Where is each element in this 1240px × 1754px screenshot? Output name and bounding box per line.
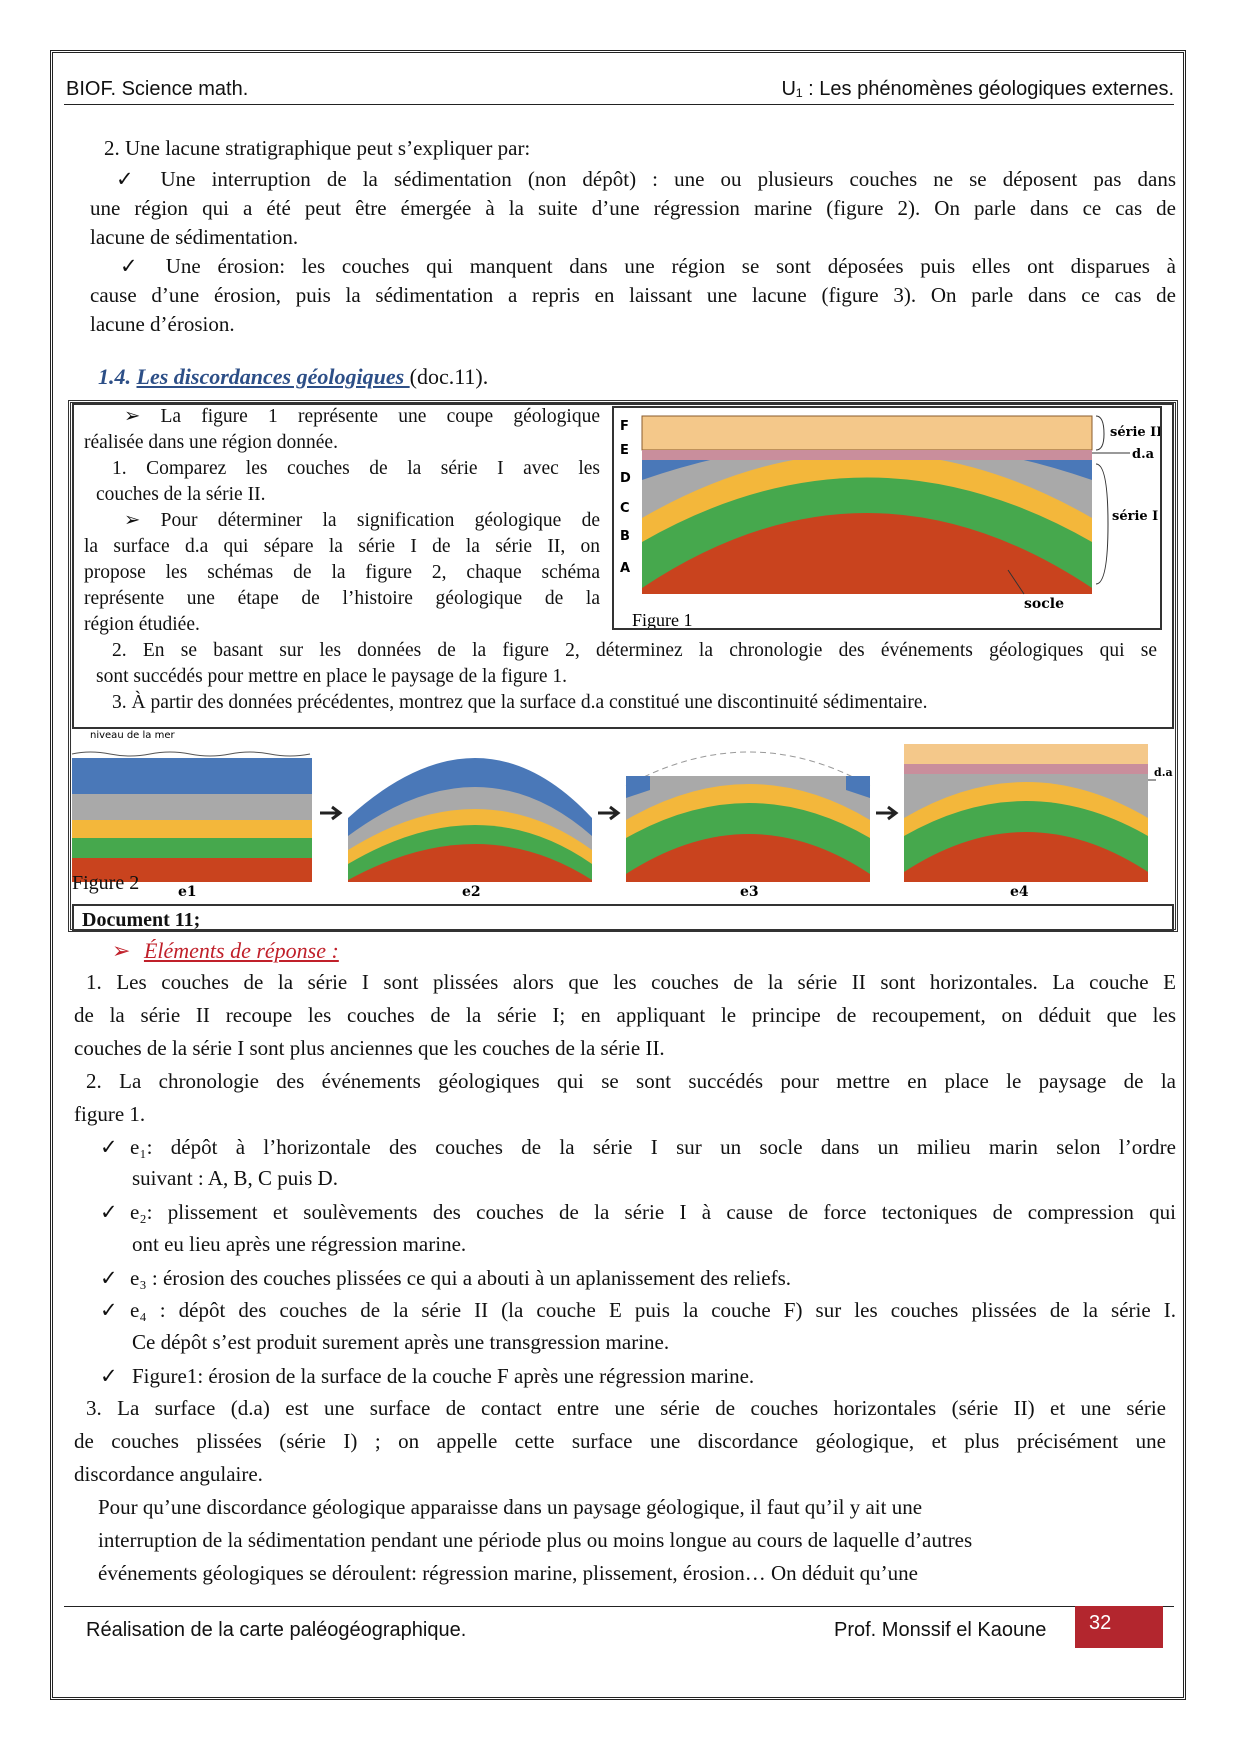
fig2-step-e4 [904,744,1173,900]
document-label: Document 11; [82,909,201,931]
answer-1-line2: de la série II recoupe les couches de la série I; en appliquant le principe de recoupement, on déduit que les [74,1003,1176,1027]
fig2-e3: e3 [740,884,759,900]
arrow-icon [876,807,896,819]
final-line3: événements géologiques se déroulent: régression marine, plissement, érosion… On déduit qu’une [98,1561,918,1585]
arrow-bullet-icon: ➢ [112,938,131,963]
page-footer [64,1606,1174,1649]
fig1-layer-c: C [620,501,630,516]
fig1-layer-f: F [620,419,629,434]
fig2-da: d.a [1154,766,1173,779]
final-line2: interruption de la sédimentation pendant une période plus ou moins longue au cours de laquelle d’autres [98,1528,973,1552]
doc-line-2: réalisée dans une région donnée. [84,432,338,453]
doc-line-3: 1. Comparez les couches de la série I avec les [112,458,600,479]
section-title [98,364,488,390]
doc-q3: 3. À partir des données précédentes, montrez que la surface d.a constitué une discontinuité sédimentaire. [112,692,928,713]
figure-2 [70,728,1174,900]
fig1-serie-i: série I [1112,509,1159,524]
fig2-caption: Figure 2 [72,872,140,894]
intro-check2-line3: lacune d’érosion. [90,312,235,336]
check-icon: ✓ [100,1200,118,1224]
figure-1 [612,406,1162,630]
intro-check2-line2: cause d’une érosion, puis la sédimentation a repris en laissant une lacune (figure 3). On parle dans ce cas de [90,283,1176,307]
header-left: BIOF. Science math. [66,78,249,100]
final-line1: Pour qu’une discordance géologique apparaisse dans un paysage géologique, il faut qu’il y ait une [98,1495,923,1519]
answer-check5: Figure1: érosion de la surface de la couche F après une régression marine. [132,1364,755,1388]
answer-2-line2: figure 1. [74,1102,146,1126]
answer-check2-line2: ont eu lieu après une régression marine. [132,1232,467,1256]
fig2-step-e3 [626,752,870,900]
header-right: U₁ : Les phénomènes géologiques externes. [781,78,1174,100]
check-icon: ✓ [100,1135,118,1159]
answer-3-line2: de couches plissées (série I) ; on appelle cette surface une discordance géologique, et plus précisément une [74,1429,1166,1453]
page-number: 32 [1075,1606,1163,1648]
fig2-e4: e4 [1010,884,1029,900]
answer-2-line1: 2. La chronologie des événements géologiques qui se sont succédés pour mettre en place le paysage de la [86,1069,1176,1093]
footer-author: Prof. Monssif el Kaoune [834,1619,1047,1641]
intro-check1-line3: lacune de sédimentation. [90,225,299,249]
fig1-layer-e: E [620,443,629,458]
intro-check1-line1: ✓ Une interruption de la sédimentation (non dépôt) : une ou plusieurs couches ne se déposent pas dans [116,167,1176,191]
document-footer [72,904,1174,932]
answer-check3: e₃ : érosion des couches plissées ce qui a abouti à un aplanissement des reliefs. [130,1266,792,1290]
intro-item-2: 2. Une lacune stratigraphique peut s’expliquer par: [104,136,531,160]
answer-3-line3: discordance angulaire. [74,1462,263,1486]
arrow-icon [320,807,340,819]
doc-line-4: couches de la série II. [96,484,266,505]
footer-left: Réalisation de la carte paléogéographique. [86,1619,467,1641]
answer-1-line1: 1. Les couches de la série I sont plissées alors que les couches de la série II sont horizontales. La couche E [86,970,1176,994]
arrow-icon [598,807,618,819]
answer-check4-line1: e₄ : dépôt des couches de la série II (la couche E puis la couche F) sur les couches plissées de la série I. [130,1298,1176,1322]
fig2-step-e2 [348,758,592,900]
doc-q2-line1: 2. En se basant sur les données de la figure 2, déterminez la chronologie des événements géologiques qui se [112,640,1157,661]
answers-title [112,938,339,964]
doc-line-9: région étudiée. [84,614,200,635]
fig2-sea-level: niveau de la mer [90,730,175,741]
answer-3-line1: 3. La surface (d.a) est une surface de contact entre une série de couches horizontales (série II) et une série [86,1396,1166,1420]
fig1-layer-a: A [620,561,631,576]
doc-line-6: la surface d.a qui sépare la série I de la série II, on [84,536,600,557]
check-icon: ✓ [100,1364,118,1388]
answer-check1-line2: suivant : A, B, C puis D. [132,1166,338,1190]
fig1-da: d.a [1132,447,1155,462]
answer-1-line3: couches de la série I sont plus anciennes que les couches de la série II. [74,1036,665,1060]
doc-q2-line2: sont succédés pour mettre en place le paysage de la figure 1. [96,666,568,687]
fig1-serie-ii: série II [1110,425,1160,440]
section-title-text: Les discordances géologiques [136,364,410,389]
answer-check2-line1: e₂: plissement et soulèvements des couches de la série I à cause de force tectoniques de compression qui [130,1200,1176,1224]
answers-title-text: Éléments de réponse : [143,938,339,963]
intro-check1-line2: une région qui a été peut être émergée à la suite d’une régression marine (figure 2). On parle dans ce cas de [90,196,1176,220]
page-header [64,76,1174,105]
figure-1-diagram [614,408,1160,628]
intro-check2-line1: ✓ Une érosion: les couches qui manquent dans une région se sont déposées puis elles ont disparues à [120,254,1176,278]
fig1-layer-b: B [620,529,630,544]
check-icon: ✓ [100,1266,118,1290]
fig1-layer-d: D [620,471,631,486]
fig1-caption: Figure 1 [632,610,693,628]
answer-check1-line1: e₁: dépôt à l’horizontale des couches de la série I sur un socle dans un milieu marin selon l’ordre [130,1135,1176,1159]
fig2-e2: e2 [462,884,481,900]
section-ref: (doc.11). [409,364,489,389]
doc-line-8: représente une étape de l’histoire géologique de la [84,588,600,609]
answer-check4-line2: Ce dépôt s’est produit surement après une transgression marine. [132,1330,670,1354]
fig2-e1: e1 [178,884,197,900]
check-icon: ✓ [100,1298,118,1322]
doc-line-7: propose les schémas de la figure 2, chaque schéma [84,562,600,583]
fig1-socle: socle [1024,596,1064,612]
section-number: 1.4. [98,364,131,389]
doc-line-1: ➢ La figure 1 représente une coupe géologique [124,406,600,427]
doc-line-5: ➢ Pour déterminer la signification géologique de [124,510,600,531]
